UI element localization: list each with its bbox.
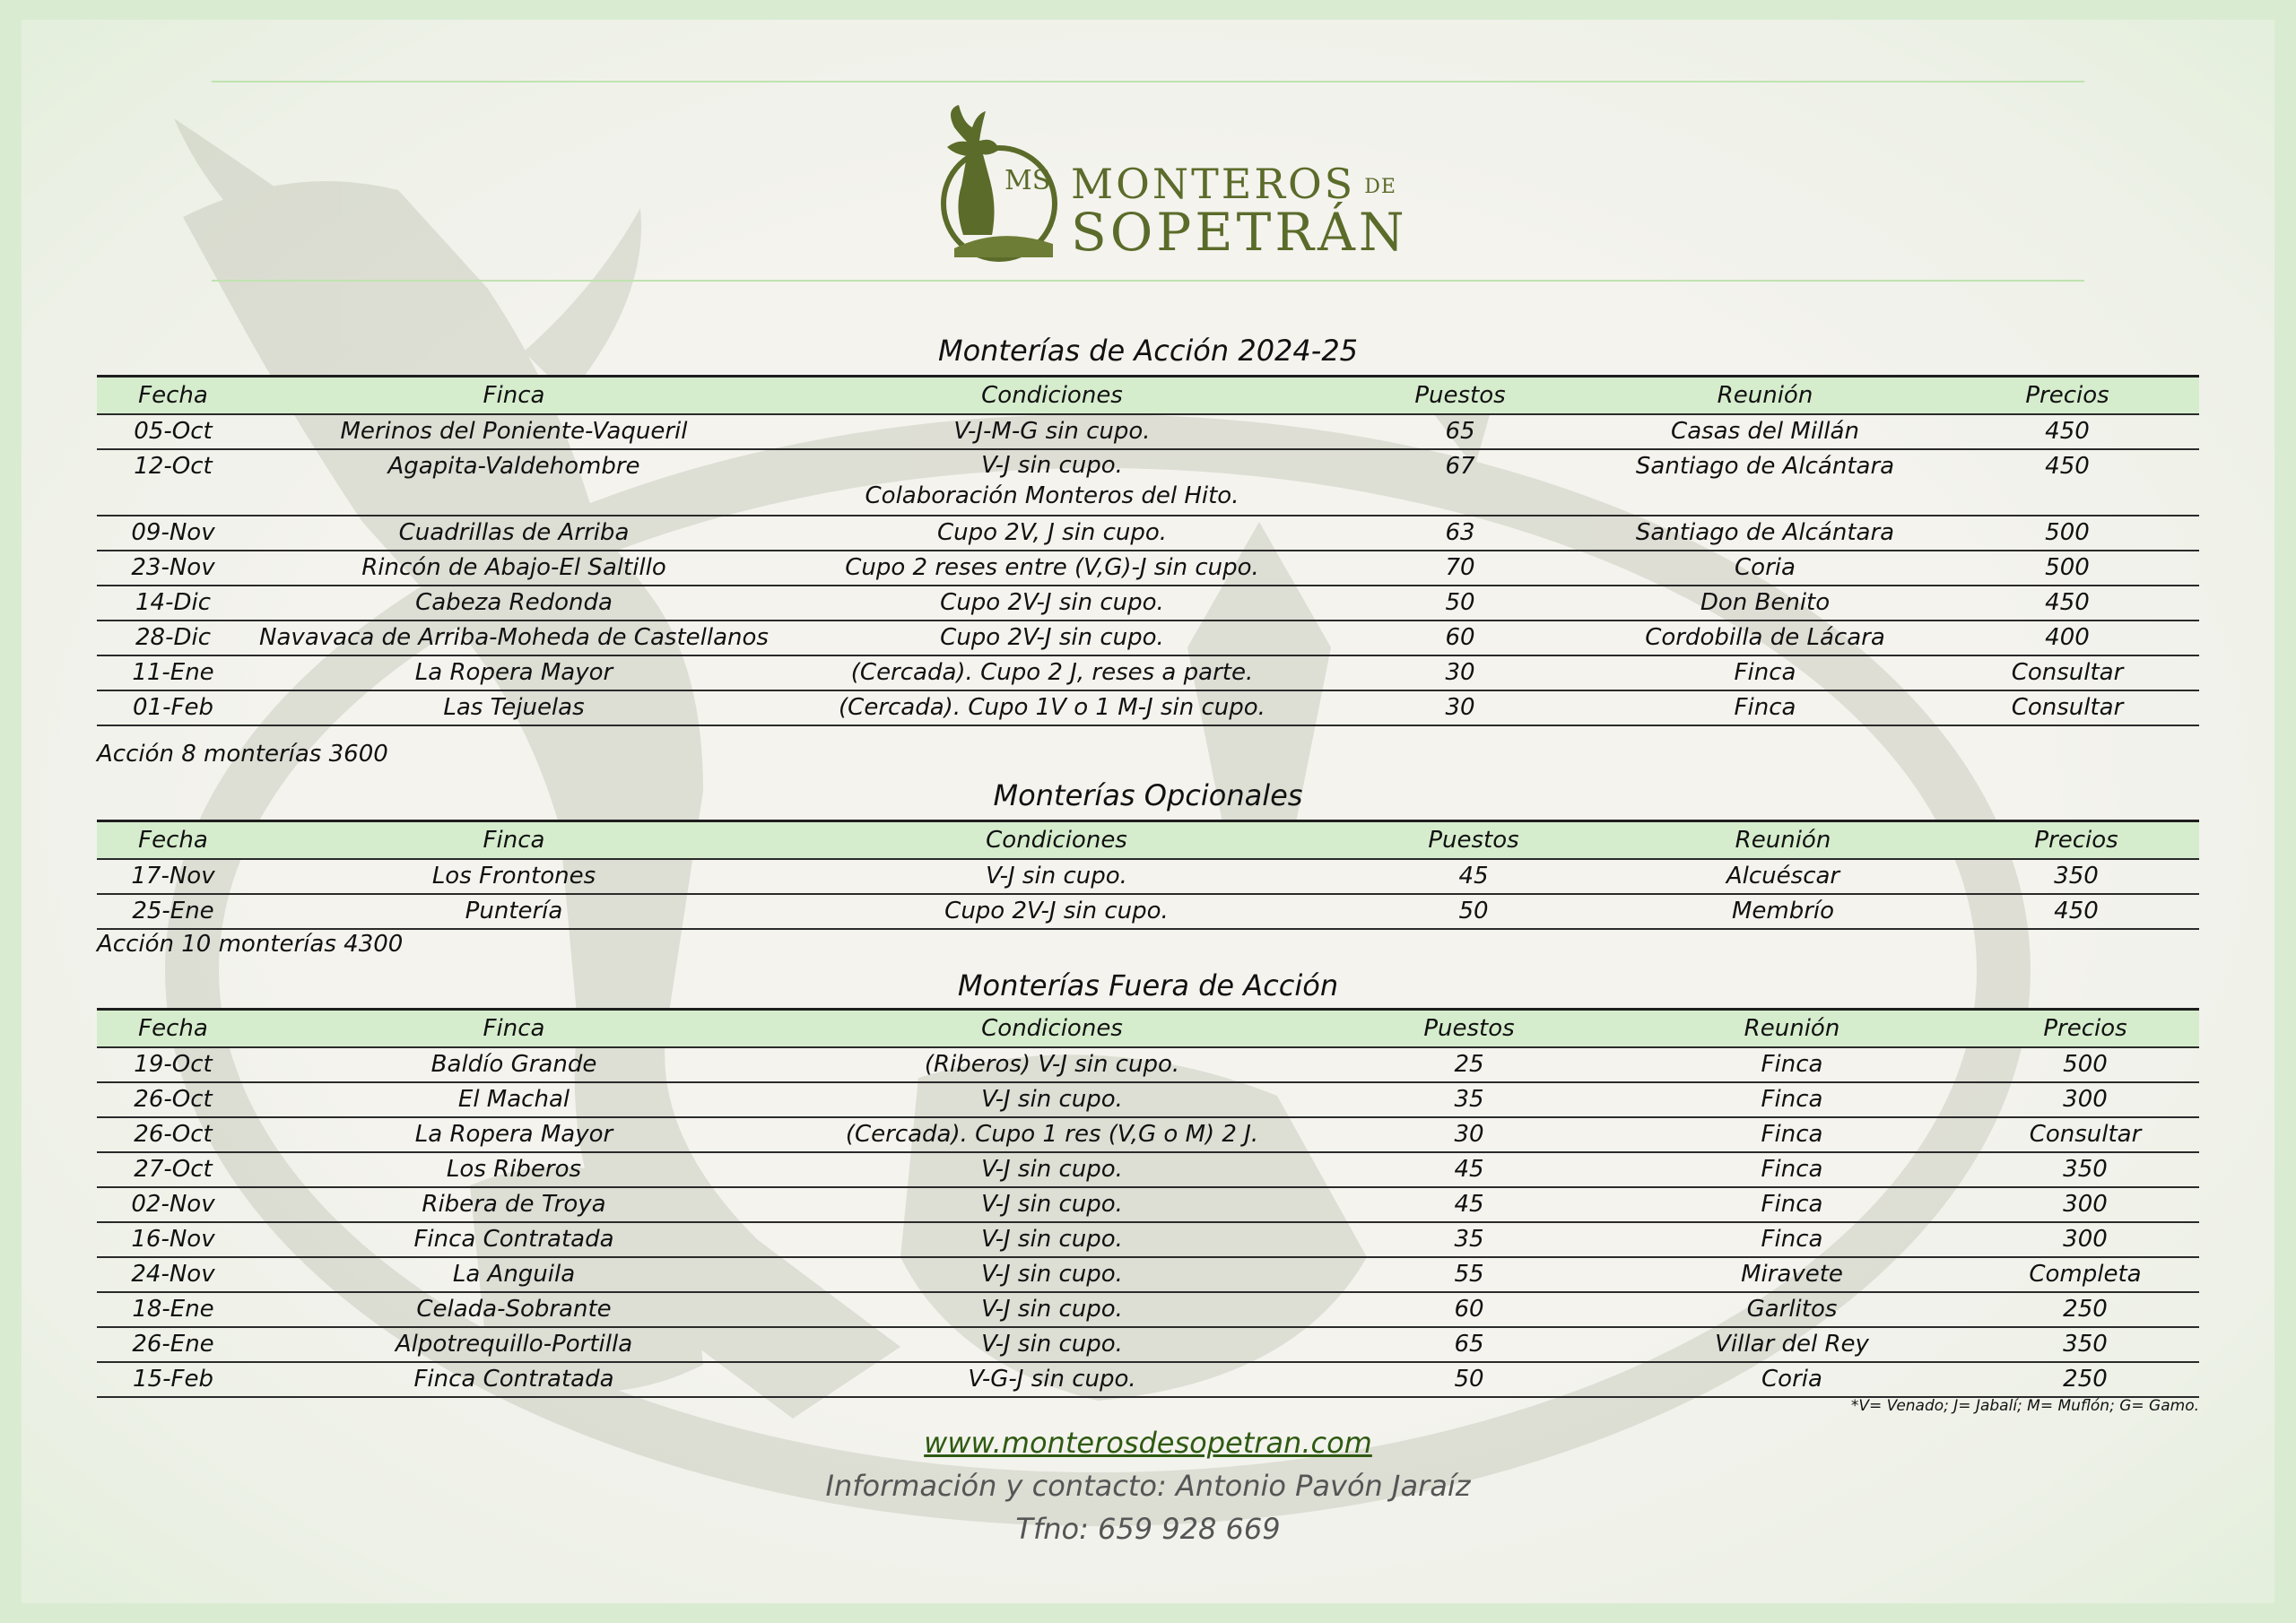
cell-fecha: 23-Nov xyxy=(97,551,249,586)
top-divider xyxy=(212,81,2084,82)
cell-condiciones: V-J sin cupo. xyxy=(778,1292,1326,1327)
cell-condiciones: V-J sin cupo. xyxy=(778,1187,1326,1222)
footer-phone: Tfno: 659 928 669 xyxy=(1015,1512,1281,1546)
cell-fecha: 16-Nov xyxy=(97,1222,249,1257)
cell-finca: Celada-Sobrante xyxy=(249,1292,778,1327)
col-precios: Precios xyxy=(1971,1010,2199,1048)
cell-reunion: Membrío xyxy=(1613,894,1953,929)
table-row xyxy=(97,1047,2199,1082)
cell-fecha: 12-Oct xyxy=(97,449,249,516)
brand-logo xyxy=(927,100,1408,280)
col-precios: Precios xyxy=(1935,377,2199,415)
cell-reunion: Finca xyxy=(1595,690,1935,725)
cell-fecha: 25-Ene xyxy=(97,894,249,929)
cell-puestos: 35 xyxy=(1326,1222,1613,1257)
table-row xyxy=(97,1152,2199,1187)
logo-divider xyxy=(212,280,2084,282)
col-reunion: Reunión xyxy=(1595,377,1935,415)
cell-puestos: 45 xyxy=(1326,1187,1613,1222)
cell-finca: Rincón de Abajo-El Saltillo xyxy=(249,551,778,586)
col-condiciones: Condiciones xyxy=(778,377,1326,415)
cell-condiciones: Cupo 2 reses entre (V,G)-J sin cupo. xyxy=(778,551,1326,586)
section-title-accion: Monterías de Acción 2024-25 xyxy=(937,334,1359,368)
cell-fecha: 26-Oct xyxy=(97,1082,249,1117)
cell-finca: La Ropera Mayor xyxy=(249,655,778,690)
cell-condiciones-line1: V-J sin cupo. xyxy=(981,452,1123,479)
cell-reunion: Coria xyxy=(1613,1362,1971,1397)
cell-reunion: Miravete xyxy=(1613,1257,1971,1292)
cell-condiciones: V-J-M-G sin cupo. xyxy=(778,414,1326,449)
cell-reunion: Finca xyxy=(1613,1117,1971,1152)
col-reunion: Reunión xyxy=(1613,1010,1971,1048)
cell-fecha: 17-Nov xyxy=(97,859,249,894)
cell-puestos: 30 xyxy=(1326,1117,1613,1152)
col-fecha: Fecha xyxy=(97,377,249,415)
table-row xyxy=(97,516,2199,551)
cell-finca: Puntería xyxy=(249,894,778,929)
cell-precio: 300 xyxy=(1971,1222,2199,1257)
cell-condiciones: Cupo 2V-J sin cupo. xyxy=(778,586,1326,621)
cell-finca: Agapita-Valdehombre xyxy=(249,449,778,516)
cell-precio: 450 xyxy=(1953,894,2199,929)
cell-precio: 450 xyxy=(1935,449,2199,516)
cell-finca: Los Riberos xyxy=(249,1152,778,1187)
cell-reunion: Villar del Rey xyxy=(1613,1327,1971,1362)
table-row xyxy=(97,655,2199,690)
table-header-row xyxy=(97,821,2199,860)
cell-fecha: 09-Nov xyxy=(97,516,249,551)
cell-puestos: 63 xyxy=(1326,516,1595,551)
col-precios: Precios xyxy=(1953,821,2199,860)
cell-puestos: 65 xyxy=(1326,1327,1613,1362)
cell-condiciones: V-J sin cupo. xyxy=(778,1257,1326,1292)
cell-precio: 450 xyxy=(1935,586,2199,621)
table-row xyxy=(97,551,2199,586)
cell-reunion: Santiago de Alcántara xyxy=(1595,516,1935,551)
cell-fecha: 27-Oct xyxy=(97,1152,249,1187)
cell-finca: Finca Contratada xyxy=(249,1222,778,1257)
cell-puestos: 30 xyxy=(1326,690,1595,725)
table-row xyxy=(97,1082,2199,1117)
cell-reunion: Finca xyxy=(1613,1152,1971,1187)
table-row xyxy=(97,449,2199,516)
col-finca: Finca xyxy=(249,377,778,415)
cell-puestos: 67 xyxy=(1326,449,1595,516)
footer-website xyxy=(22,1426,2274,1460)
cell-reunion: Finca xyxy=(1613,1222,1971,1257)
section-title-opcionales: Monterías Opcionales xyxy=(993,778,1303,812)
table-opcionales xyxy=(97,820,2199,930)
cell-reunion: Finca xyxy=(1595,655,1935,690)
cell-finca: Finca Contratada xyxy=(249,1362,778,1397)
cell-reunion: Garlitos xyxy=(1613,1292,1971,1327)
table-row xyxy=(97,1222,2199,1257)
cell-finca: La Anguila xyxy=(249,1257,778,1292)
cell-condiciones: V-J sin cupo. xyxy=(778,1222,1326,1257)
cell-fecha: 11-Ene xyxy=(97,655,249,690)
brand-line1: MONTEROS xyxy=(1071,160,1356,208)
col-fecha: Fecha xyxy=(97,821,249,860)
cell-precio: 400 xyxy=(1935,621,2199,655)
cell-precio: 250 xyxy=(1971,1362,2199,1397)
table-row xyxy=(97,1187,2199,1222)
col-puestos: Puestos xyxy=(1326,1010,1613,1048)
table-row xyxy=(97,1117,2199,1152)
cell-precio: 300 xyxy=(1971,1187,2199,1222)
col-condiciones: Condiciones xyxy=(778,821,1335,860)
table-row xyxy=(97,859,2199,894)
cell-finca: Ribera de Troya xyxy=(249,1187,778,1222)
table-row xyxy=(97,1257,2199,1292)
cell-reunion: Alcuéscar xyxy=(1613,859,1953,894)
table-accion xyxy=(97,375,2199,726)
cell-finca: Los Frontones xyxy=(249,859,778,894)
cell-reunion: Casas del Millán xyxy=(1595,414,1935,449)
cell-puestos: 30 xyxy=(1326,655,1595,690)
cell-finca: Baldío Grande xyxy=(249,1047,778,1082)
table-fuera xyxy=(97,1008,2199,1398)
cell-finca: Las Tejuelas xyxy=(249,690,778,725)
cell-precio: 350 xyxy=(1953,859,2199,894)
accion-note: Acción 8 monterías 3600 xyxy=(97,741,388,768)
cell-condiciones: V-J sin cupo. xyxy=(778,859,1335,894)
cell-reunion: Finca xyxy=(1613,1082,1971,1117)
cell-fecha: 26-Ene xyxy=(97,1327,249,1362)
cell-finca: Navavaca de Arriba-Moheda de Castellanos xyxy=(249,621,778,655)
cell-fecha: 05-Oct xyxy=(97,414,249,449)
cell-precio: Completa xyxy=(1971,1257,2199,1292)
cell-condiciones: V-J sin cupo. xyxy=(778,1152,1326,1187)
cell-fecha: 18-Ene xyxy=(97,1292,249,1327)
cell-puestos: 35 xyxy=(1326,1082,1613,1117)
cell-puestos: 25 xyxy=(1326,1047,1613,1082)
col-puestos: Puestos xyxy=(1335,821,1613,860)
cell-precio: 500 xyxy=(1935,516,2199,551)
col-condiciones: Condiciones xyxy=(778,1010,1326,1048)
cell-condiciones: Cupo 2V-J sin cupo. xyxy=(778,621,1326,655)
cell-puestos: 45 xyxy=(1326,1152,1613,1187)
table-header-row xyxy=(97,1010,2199,1048)
page xyxy=(22,20,2274,1603)
cell-precio: 350 xyxy=(1971,1152,2199,1187)
brand-monogram: MS xyxy=(1004,165,1051,196)
cell-fecha: 28-Dic xyxy=(97,621,249,655)
cell-puestos: 50 xyxy=(1326,586,1595,621)
cell-condiciones: (Cercada). Cupo 2 J, reses a parte. xyxy=(778,655,1326,690)
cell-reunion: Finca xyxy=(1613,1047,1971,1082)
cell-fecha: 26-Oct xyxy=(97,1117,249,1152)
cell-precio: Consultar xyxy=(1935,655,2199,690)
cell-fecha: 15-Feb xyxy=(97,1362,249,1397)
cell-reunion: Coria xyxy=(1595,551,1935,586)
col-finca: Finca xyxy=(249,1010,778,1048)
cell-condiciones: (Cercada). Cupo 1V o 1 M-J sin cupo. xyxy=(778,690,1326,725)
table-row xyxy=(97,414,2199,449)
col-puestos: Puestos xyxy=(1326,377,1595,415)
cell-precio: 350 xyxy=(1971,1327,2199,1362)
cell-condiciones: Cupo 2V, J sin cupo. xyxy=(778,516,1326,551)
cell-condiciones: Cupo 2V-J sin cupo. xyxy=(778,894,1335,929)
cell-puestos: 55 xyxy=(1326,1257,1613,1292)
table-row xyxy=(97,1292,2199,1327)
section-title-fuera: Monterías Fuera de Acción xyxy=(957,968,1339,1002)
cell-finca: Cabeza Redonda xyxy=(249,586,778,621)
brand-de: DE xyxy=(1364,176,1396,198)
cell-puestos: 45 xyxy=(1335,859,1613,894)
col-reunion: Reunión xyxy=(1613,821,1953,860)
cell-reunion: Cordobilla de Lácara xyxy=(1595,621,1935,655)
table-row xyxy=(97,690,2199,725)
table-row xyxy=(97,621,2199,655)
cell-precio: 250 xyxy=(1971,1292,2199,1327)
cell-precio: Consultar xyxy=(1935,690,2199,725)
cell-puestos: 70 xyxy=(1326,551,1595,586)
cell-puestos: 60 xyxy=(1326,1292,1613,1327)
cell-fecha: 24-Nov xyxy=(97,1257,249,1292)
table-row xyxy=(97,894,2199,929)
cell-fecha: 02-Nov xyxy=(97,1187,249,1222)
cell-puestos: 65 xyxy=(1326,414,1595,449)
cell-reunion: Santiago de Alcántara xyxy=(1595,449,1935,516)
col-finca: Finca xyxy=(249,821,778,860)
cell-fecha: 01-Feb xyxy=(97,690,249,725)
cell-condiciones-line2: Colaboración Monteros del Hito. xyxy=(865,482,1239,509)
cell-finca: Alpotrequillo-Portilla xyxy=(249,1327,778,1362)
cell-finca: Merinos del Poniente-Vaqueril xyxy=(249,414,778,449)
brand-line2: SOPETRÁN xyxy=(1071,202,1408,263)
cell-finca: El Machal xyxy=(249,1082,778,1117)
cell-reunion: Finca xyxy=(1613,1187,1971,1222)
cell-precio: 500 xyxy=(1971,1047,2199,1082)
table-row xyxy=(97,586,2199,621)
cell-condiciones: V-J sin cupo. xyxy=(778,1082,1326,1117)
cell-finca: La Ropera Mayor xyxy=(249,1117,778,1152)
table-row xyxy=(97,1327,2199,1362)
website-link[interactable]: www.monterosdesopetran.com xyxy=(924,1426,1372,1460)
cell-precio: 300 xyxy=(1971,1082,2199,1117)
cell-puestos: 60 xyxy=(1326,621,1595,655)
opcionales-note: Acción 10 monterías 4300 xyxy=(97,931,404,958)
cell-fecha: 19-Oct xyxy=(97,1047,249,1082)
cell-puestos: 50 xyxy=(1326,1362,1613,1397)
cell-precio: Consultar xyxy=(1971,1117,2199,1152)
cell-fecha: 14-Dic xyxy=(97,586,249,621)
col-fecha: Fecha xyxy=(97,1010,249,1048)
cell-condiciones xyxy=(778,449,1326,516)
cell-condiciones: V-G-J sin cupo. xyxy=(778,1362,1326,1397)
footer-contact: Información y contacto: Antonio Pavón Jaraíz xyxy=(825,1469,1471,1503)
species-legend: *V= Venado; J= Jabalí; M= Muflón; G= Gamo. xyxy=(1850,1397,2199,1415)
cell-condiciones: (Cercada). Cupo 1 res (V,G o M) 2 J. xyxy=(778,1117,1326,1152)
cell-condiciones: V-J sin cupo. xyxy=(778,1327,1326,1362)
cell-condiciones: (Riberos) V-J sin cupo. xyxy=(778,1047,1326,1082)
table-header-row xyxy=(97,377,2199,415)
cell-precio: 500 xyxy=(1935,551,2199,586)
cell-reunion: Don Benito xyxy=(1595,586,1935,621)
table-row xyxy=(97,1362,2199,1397)
cell-finca: Cuadrillas de Arriba xyxy=(249,516,778,551)
cell-puestos: 50 xyxy=(1335,894,1613,929)
cell-precio: 450 xyxy=(1935,414,2199,449)
